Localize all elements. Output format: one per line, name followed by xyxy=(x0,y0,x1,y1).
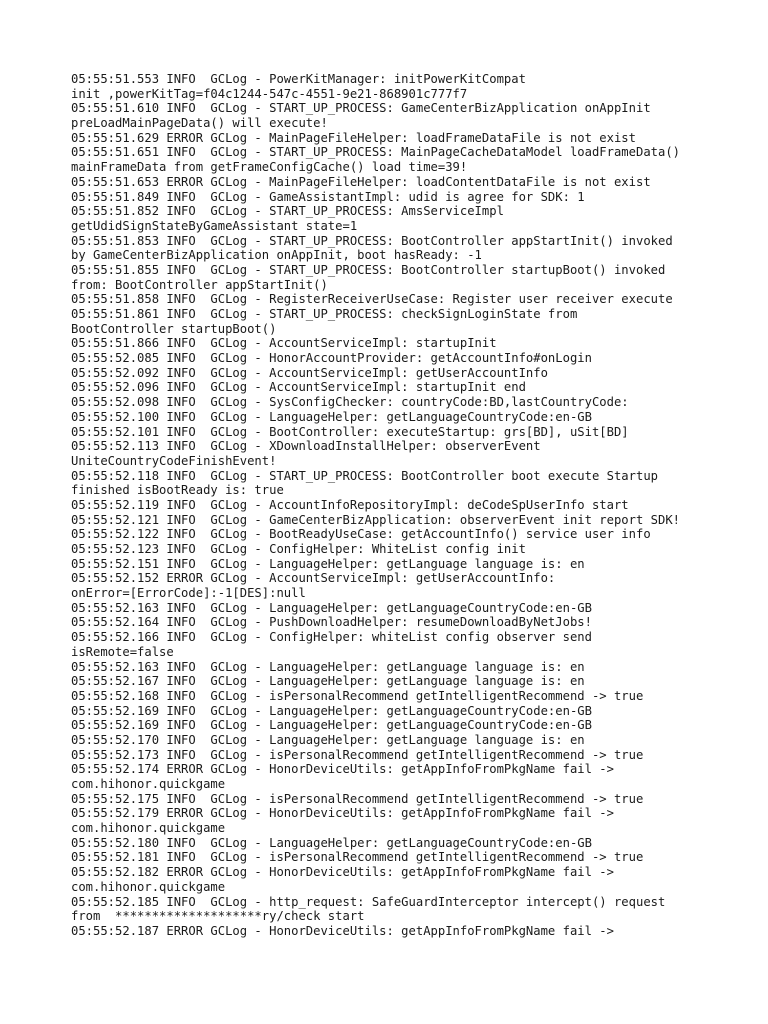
log-line: 05:55:52.180 INFO GCLog - LanguageHelper: getLanguageCountryCode:en-GB xyxy=(71,835,592,850)
log-line: 05:55:52.167 INFO GCLog - LanguageHelper: getLanguage language is: en xyxy=(71,674,585,689)
log-line: 05:55:52.179 ERROR GCLog - HonorDeviceUtils: getAppInfoFromPkgName fail -> xyxy=(71,806,614,821)
log-line: 05:55:52.151 INFO GCLog - LanguageHelper: getLanguage language is: en xyxy=(71,556,585,571)
log-line: 05:55:52.163 INFO GCLog - LanguageHelper: getLanguageCountryCode:en-GB xyxy=(71,600,592,615)
log-line: 05:55:52.100 INFO GCLog - LanguageHelper: getLanguageCountryCode:en-GB xyxy=(71,409,592,424)
log-line: 05:55:52.169 INFO GCLog - LanguageHelper: getLanguageCountryCode:en-GB xyxy=(71,718,592,733)
log-line: getUdidSignStateByGameAssistant state=1 xyxy=(71,218,358,233)
log-line: 05:55:51.866 INFO GCLog - AccountServiceImpl: startupInit xyxy=(71,336,497,351)
log-line: preLoadMainPageData() will execute! xyxy=(71,116,328,131)
log-line: 05:55:51.610 INFO GCLog - START_UP_PROCESS: GameCenterBizApplication onAppInit xyxy=(71,101,651,116)
log-line: 05:55:52.119 INFO GCLog - AccountInfoRepositoryImpl: deCodeSpUserInfo start xyxy=(71,497,629,512)
log-line: com.hihonor.quickgame xyxy=(71,777,226,791)
log-line: 05:55:51.653 ERROR GCLog - MainPageFileHelper: loadContentDataFile is not exist xyxy=(71,174,651,189)
log-line: 05:55:51.858 INFO GCLog - RegisterReceiverUseCase: Register user receiver execute xyxy=(71,292,673,307)
log-line: 05:55:52.169 INFO GCLog - LanguageHelper: getLanguageCountryCode:en-GB xyxy=(71,703,592,718)
log-line: 05:55:52.174 ERROR GCLog - HonorDeviceUtils: getAppInfoFromPkgName fail -> xyxy=(71,762,614,777)
log-line: 05:55:52.187 ERROR GCLog - HonorDeviceUtils: getAppInfoFromPkgName fail -> xyxy=(71,923,614,938)
log-text-block xyxy=(71,72,761,939)
log-line: 05:55:51.553 INFO GCLog - PowerKitManager: initPowerKitCompat xyxy=(71,72,526,86)
log-line: 05:55:51.855 INFO GCLog - START_UP_PROCESS: BootController startupBoot() invoked xyxy=(71,262,666,277)
log-line: onError=[ErrorCode]:-1[DES]:null xyxy=(71,586,306,601)
log-line: from ********************ry/check start xyxy=(71,909,365,924)
log-line: 05:55:51.849 INFO GCLog - GameAssistantImpl: udid is agree for SDK: 1 xyxy=(71,189,585,204)
log-line: 05:55:52.185 INFO GCLog - http_request: SafeGuardInterceptor intercept() request xyxy=(71,894,666,909)
log-line: UniteCountryCodeFinishEvent! xyxy=(71,453,277,468)
log-line: 05:55:52.101 INFO GCLog - BootController: executeStartup: grs[BD], uSit[BD] xyxy=(71,424,629,439)
log-line: 05:55:52.168 INFO GCLog - isPersonalRecommend getIntelligentRecommend -> true xyxy=(71,688,644,703)
log-line: 05:55:52.166 INFO GCLog - ConfigHelper: whiteList config observer send xyxy=(71,630,592,645)
log-line: 05:55:52.113 INFO GCLog - XDownloadInstallHelper: observerEvent xyxy=(71,439,541,454)
log-line: by GameCenterBizApplication onAppInit, boot hasReady: -1 xyxy=(71,248,482,263)
log-line: mainFrameData from getFrameConfigCache() load time=39! xyxy=(71,160,468,175)
log-line: 05:55:51.651 INFO GCLog - START_UP_PROCESS: MainPageCacheDataModel loadFrameData() xyxy=(71,145,681,160)
log-line: 05:55:52.118 INFO GCLog - START_UP_PROCESS: BootController boot execute Startup xyxy=(71,468,658,483)
log-line: BootController startupBoot() xyxy=(71,321,277,336)
log-line: init ,powerKitTag=f04c1244-547c-4551-9e21-868901c777f7 xyxy=(71,86,468,101)
log-line: 05:55:52.173 INFO GCLog - isPersonalRecommend getIntelligentRecommend -> true xyxy=(71,747,644,762)
log-line: finished isBootReady is: true xyxy=(71,483,284,498)
log-line: com.hihonor.quickgame xyxy=(71,879,226,894)
log-line: 05:55:52.164 INFO GCLog - PushDownloadHelper: resumeDownloadByNetJobs! xyxy=(71,615,592,630)
log-line: 05:55:52.123 INFO GCLog - ConfigHelper: WhiteList config init xyxy=(71,542,526,556)
log-line: isRemote=false xyxy=(71,644,174,659)
log-line: 05:55:52.096 INFO GCLog - AccountServiceImpl: startupInit end xyxy=(71,380,526,395)
log-line: 05:55:52.092 INFO GCLog - AccountServiceImpl: getUserAccountInfo xyxy=(71,365,548,380)
log-line: 05:55:52.175 INFO GCLog - isPersonalRecommend getIntelligentRecommend -> true xyxy=(71,791,644,806)
log-line: 05:55:52.182 ERROR GCLog - HonorDeviceUtils: getAppInfoFromPkgName fail -> xyxy=(71,865,614,880)
log-line: 05:55:52.152 ERROR GCLog - AccountServiceImpl: getUserAccountInfo: xyxy=(71,571,556,586)
log-line: 05:55:52.122 INFO GCLog - BootReadyUseCase: getAccountInfo() service user info xyxy=(71,527,651,542)
log-line: 05:55:51.861 INFO GCLog - START_UP_PROCESS: checkSignLoginState from xyxy=(71,307,578,321)
log-line: 05:55:51.852 INFO GCLog - START_UP_PROCESS: AmsServiceImpl xyxy=(71,204,504,219)
log-line: 05:55:52.085 INFO GCLog - HonorAccountProvider: getAccountInfo#onLogin xyxy=(71,351,592,366)
log-line: 05:55:51.853 INFO GCLog - START_UP_PROCESS: BootController appStartInit() invoked xyxy=(71,233,673,248)
log-line: 05:55:51.629 ERROR GCLog - MainPageFileHelper: loadFrameDataFile is not exist xyxy=(71,130,636,145)
log-line: 05:55:52.170 INFO GCLog - LanguageHelper: getLanguage language is: en xyxy=(71,732,585,747)
log-line: 05:55:52.163 INFO GCLog - LanguageHelper: getLanguage language is: en xyxy=(71,659,585,674)
log-line: 05:55:52.181 INFO GCLog - isPersonalRecommend getIntelligentRecommend -> true xyxy=(71,850,644,865)
log-line: from: BootController appStartInit() xyxy=(71,277,328,292)
log-line: 05:55:52.098 INFO GCLog - SysConfigChecker: countryCode:BD,lastCountryCode: xyxy=(71,395,629,410)
log-line: 05:55:52.121 INFO GCLog - GameCenterBizApplication: observerEvent init report SDK! xyxy=(71,512,681,527)
log-line: com.hihonor.quickgame xyxy=(71,821,226,836)
